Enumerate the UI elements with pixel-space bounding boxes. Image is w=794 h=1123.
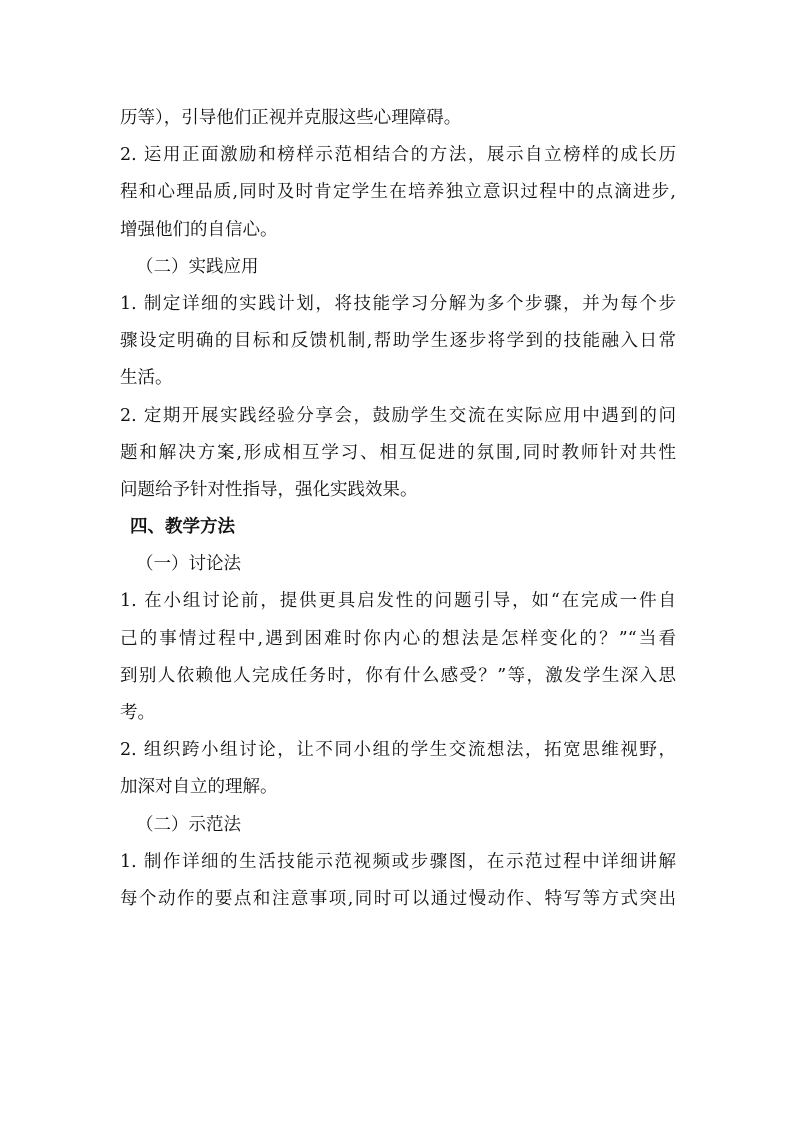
text-line: 1. 在小组讨论前，提供更具启发性的问题引导，如“在完成一件自: [120, 591, 676, 612]
text-line: 1. 制作详细的生活技能示范视频或步骤图，在示范过程中详细讲解: [120, 851, 676, 872]
text-line: 骤设定明确的目标和反馈机制,帮助学生逐步将学到的技能融入日常: [120, 331, 676, 352]
section-subheading: （二）实践应用: [136, 256, 259, 277]
section-heading: 四、教学方法: [130, 517, 235, 538]
text-line: 程和心理品质,同时及时肯定学生在培养独立意识过程中的点滴进步,: [120, 182, 676, 203]
text-line: 到别人依赖他人完成任务时，你有什么感受？”等，激发学生深入思: [120, 665, 676, 686]
text-line: 题和解决方案,形成相互学习、相互促进的氛围,同时教师针对共性: [120, 442, 676, 463]
text-line: 生活。: [120, 368, 173, 389]
text-line: 1. 制定详细的实践计划，将技能学习分解为多个步骤，并为每个步: [120, 293, 676, 314]
text-line: 加深对自立的理解。: [120, 777, 278, 798]
text-line: 历等），引导他们正视并克服这些心理障碍。: [120, 108, 462, 128]
section-subheading: （二）示范法: [136, 814, 241, 835]
text-line: 2. 定期开展实践经验分享会，鼓励学生交流在实际应用中遇到的问: [120, 405, 676, 426]
text-line: 增强他们的自信心。: [120, 219, 278, 240]
text-line: 每个动作的要点和注意事项,同时可以通过慢动作、特写等方式突出: [120, 888, 676, 909]
document-body: [120, 100, 676, 918]
text-line: 问题给予针对性指导，强化实践效果。: [120, 479, 418, 500]
section-subheading: （一）讨论法: [136, 554, 241, 575]
text-line: 己的事情过程中,遇到困难时你内心的想法是怎样变化的？”“当看: [120, 628, 676, 649]
text-line: 2. 运用正面激励和榜样示范相结合的方法，展示自立榜样的成长历: [120, 145, 676, 166]
text-line: 2. 组织跨小组讨论，让不同小组的学生交流想法，拓宽思维视野，: [120, 740, 676, 761]
text-line: 考。: [120, 703, 155, 723]
